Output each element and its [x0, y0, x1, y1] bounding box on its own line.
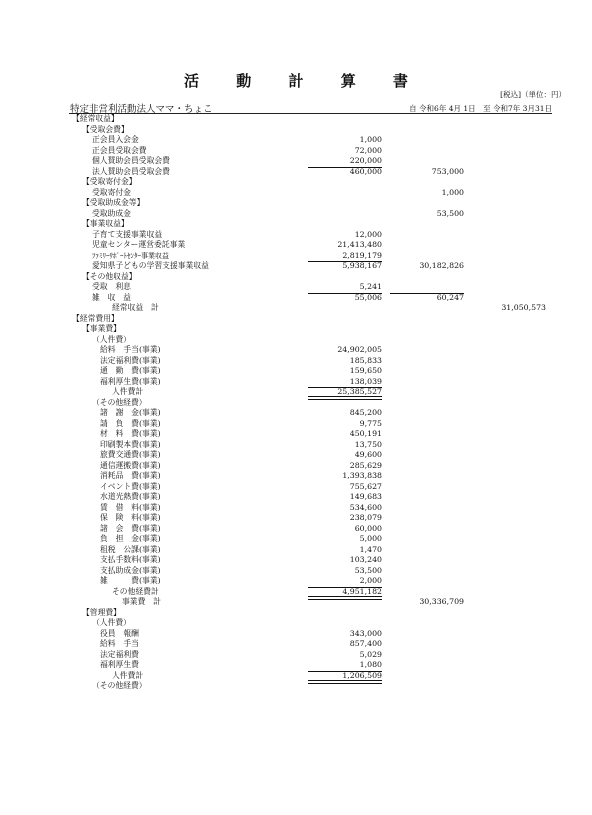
row-amount-c1: 450,191: [349, 429, 382, 438]
row-amount-c1: 1,080: [359, 660, 382, 669]
statement-row: [0, 125, 592, 136]
statement-row: [0, 429, 592, 440]
subtotal-rule: [308, 671, 382, 672]
row-amount-c1: 4,951,182: [342, 586, 382, 596]
row-amount-c3: 31,050,573: [501, 303, 546, 312]
row-amount-c1: 72,000: [354, 145, 382, 155]
row-amount-c1: 343,000: [349, 628, 382, 638]
row-label: 愛知県子どもの学習支援事業収益: [92, 261, 209, 270]
statement-row: [0, 608, 592, 619]
row-label: （人件費）: [92, 334, 131, 344]
row-label: 諸 謝 金(事業): [100, 408, 161, 417]
statement-row: [0, 650, 592, 661]
subtotal-rule: [390, 293, 464, 294]
statement-row: [0, 135, 592, 146]
row-label: 福利厚生費(事業): [100, 376, 161, 386]
row-amount-c1: 12,000: [354, 229, 382, 239]
page-title: 活 動 計 算 書: [184, 72, 424, 90]
row-label: 雑 費(事業): [100, 576, 161, 585]
row-label: 請 負 費(事業): [100, 418, 161, 428]
row-amount-c1: 55,006: [354, 292, 382, 302]
row-label: 受取 利息: [92, 282, 131, 291]
row-label: 支払手数料(事業): [100, 555, 161, 564]
row-amount-c1: 460,000: [349, 166, 382, 176]
row-amount-c1: 49,600: [354, 450, 382, 459]
row-label: 法人賛助会員受取会費: [92, 166, 170, 176]
statement-row: [0, 240, 592, 251]
statement-row: [0, 335, 592, 346]
statement-row: [0, 629, 592, 640]
row-label: 役員 報酬: [100, 628, 139, 638]
row-label: 【受取会費】: [82, 124, 129, 134]
statement-row: [0, 513, 592, 524]
row-amount-c1: 5,029: [359, 649, 382, 659]
row-amount-c2: 60,247: [436, 292, 464, 302]
statement-row: [0, 219, 592, 230]
statement-row: [0, 576, 592, 587]
fiscal-period: 自 令和6年 4月 1日 至 令和7年 3月31日: [409, 104, 552, 113]
row-label: 印刷製本費(事業): [100, 439, 161, 449]
row-label: 給料 手当(事業): [100, 345, 161, 354]
row-label: 【受取寄付金】: [82, 177, 137, 186]
row-amount-c1: 9,775: [359, 418, 382, 428]
row-label: イベント費(事業): [100, 481, 161, 491]
row-label: 【経常費用】: [72, 313, 119, 323]
statement-row: [0, 261, 592, 272]
row-label: 【管理費】: [82, 607, 121, 617]
row-label: 支払助成金(事業): [100, 565, 161, 575]
row-amount-c2: 30,336,709: [419, 597, 464, 606]
row-label: 法定福利費(事業): [100, 355, 161, 365]
statement-row: [0, 303, 592, 314]
statement-row: [0, 188, 592, 199]
statement-row: [0, 209, 592, 220]
statement-row: [0, 524, 592, 535]
row-label: 人件費計: [112, 387, 144, 396]
row-label: 水道光熱費(事業): [100, 492, 161, 501]
row-amount-c1: 53,500: [354, 565, 382, 575]
statement-row: [0, 503, 592, 514]
subtotal-rule: [308, 293, 382, 294]
row-label: 経常収益 計: [112, 303, 159, 312]
statement-row: [0, 293, 592, 304]
row-amount-c1: 138,039: [349, 376, 382, 386]
row-amount-c1: 25,385,527: [337, 387, 382, 396]
row-label: 通信運搬費(事業): [100, 460, 161, 470]
statement-row: [0, 356, 592, 367]
row-label: 個人賛助会員受取会費: [92, 156, 170, 165]
statement-row: [0, 324, 592, 335]
statement-row: [0, 167, 592, 178]
subtotal-rule: [308, 167, 382, 168]
statement-row: [0, 387, 592, 398]
row-label: 【受取助成金等】: [82, 198, 145, 207]
row-amount-c1: 238,079: [349, 513, 382, 522]
row-amount-c1: 285,629: [349, 460, 382, 470]
statement-row: [0, 639, 592, 650]
statement-row: [0, 314, 592, 325]
statement-row: [0, 555, 592, 566]
statement-row: [0, 398, 592, 409]
row-label: 通 勤 費(事業): [100, 366, 161, 375]
row-label: 正会員入会金: [92, 135, 139, 144]
statement-row: [0, 177, 592, 188]
row-amount-c1: 755,627: [349, 481, 382, 491]
row-label: 児童センター運営委託事業: [92, 240, 186, 249]
row-label: 子育て支援事業収益: [92, 229, 163, 239]
row-amount-c1: 60,000: [354, 523, 382, 533]
unit-note: [税込]（単位：円）: [500, 90, 566, 99]
statement-row: [0, 114, 592, 125]
row-label: 賃 借 料(事業): [100, 502, 161, 512]
row-amount-c2: 30,182,826: [419, 261, 464, 270]
statement-row: [0, 618, 592, 629]
row-label: 負 担 金(事業): [100, 534, 161, 543]
row-amount-c1: 103,240: [349, 555, 382, 564]
row-amount-c1: 845,200: [349, 408, 382, 417]
row-amount-c1: 149,683: [349, 492, 382, 501]
row-amount-c1: 185,833: [349, 355, 382, 365]
statement-row: [0, 272, 592, 283]
row-label: （人件費）: [92, 618, 131, 627]
row-label: 保 険 料(事業): [100, 513, 161, 522]
row-amount-c1: 159,650: [349, 366, 382, 375]
row-label: 雑 収 益: [92, 292, 131, 302]
row-label: 【経常収益】: [72, 114, 119, 123]
statement-row: [0, 440, 592, 451]
row-label: 諸 会 費(事業): [100, 523, 161, 533]
row-label: その他経費計: [112, 586, 159, 596]
statement-row: [0, 198, 592, 209]
statement-row: [0, 471, 592, 482]
statement-row: [0, 377, 592, 388]
row-amount-c1: 2,000: [359, 576, 382, 585]
statement-row: [0, 461, 592, 472]
row-label: （その他経費）: [92, 681, 147, 690]
row-amount-c1: 534,600: [349, 502, 382, 512]
row-amount-c2: 753,000: [431, 166, 464, 176]
statement-row: [0, 156, 592, 167]
row-amount-c1: 5,241: [359, 282, 382, 291]
statement-row: [0, 146, 592, 157]
statement-row: [0, 482, 592, 493]
statement-row: [0, 545, 592, 556]
statement-row: [0, 587, 592, 598]
row-amount-c1: 220,000: [349, 156, 382, 165]
statement-row: [0, 566, 592, 577]
statement-row: [0, 282, 592, 293]
statement-row: [0, 492, 592, 503]
statement-row: [0, 345, 592, 356]
row-amount-c1: 21,413,480: [337, 240, 382, 249]
row-label: 人件費計: [112, 670, 144, 680]
row-label: 事業費 計: [122, 597, 161, 606]
row-amount-c1: 2,819,179: [342, 250, 382, 260]
row-amount-c2: 1,000: [441, 187, 464, 197]
row-amount-c2: 53,500: [436, 208, 464, 218]
row-label: 正会員受取会費: [92, 145, 147, 155]
statement-row: [0, 419, 592, 430]
subtotal-rule: [308, 261, 382, 262]
subtotal-rule: [308, 587, 382, 588]
statement-row: [0, 366, 592, 377]
statement-row: [0, 450, 592, 461]
row-label: （その他経費）: [92, 397, 147, 407]
row-label: 【その他収益】: [82, 271, 137, 281]
statement-row: [0, 681, 592, 692]
row-amount-c1: 1,206,509: [342, 670, 382, 680]
row-label: 消耗品 費(事業): [100, 471, 161, 480]
row-amount-c1: 24,902,005: [337, 345, 382, 354]
organization-name: 特定非営利活動法人ママ・ちょこ: [70, 104, 213, 115]
statement-row: [0, 597, 592, 608]
row-amount-c1: 5,938,167: [342, 261, 382, 270]
row-label: 【事業収益】: [82, 219, 129, 228]
statement-row: [0, 534, 592, 545]
row-label: 給料 手当: [100, 639, 139, 648]
row-label: 福利厚生費: [100, 660, 139, 669]
statement-row: [0, 251, 592, 262]
row-amount-c1: 857,400: [349, 639, 382, 648]
row-amount-c1: 13,750: [354, 439, 382, 449]
row-label: 法定福利費: [100, 649, 139, 659]
row-label: 材 料 費(事業): [100, 429, 161, 438]
row-amount-c1: 1,470: [359, 544, 382, 554]
row-amount-c1: 5,000: [359, 534, 382, 543]
statement-row: [0, 671, 592, 682]
statement-row: [0, 230, 592, 241]
row-amount-c1: 1,393,838: [342, 471, 382, 480]
row-label: 受取寄付金: [92, 187, 131, 197]
statement-row: [0, 660, 592, 671]
row-label: 受取助成金: [92, 208, 131, 218]
row-label: ﾌｧﾐﾘｰｻﾎﾟｰﾄｾﾝﾀｰ事業収益: [92, 251, 169, 260]
statement-table: [0, 114, 592, 692]
row-label: 租税 公課(事業): [100, 544, 161, 554]
row-label: 【事業費】: [82, 324, 121, 333]
subtotal-rule: [308, 387, 382, 388]
row-amount-c1: 1,000: [359, 135, 382, 144]
statement-row: [0, 408, 592, 419]
row-label: 旅費交通費(事業): [100, 450, 161, 459]
